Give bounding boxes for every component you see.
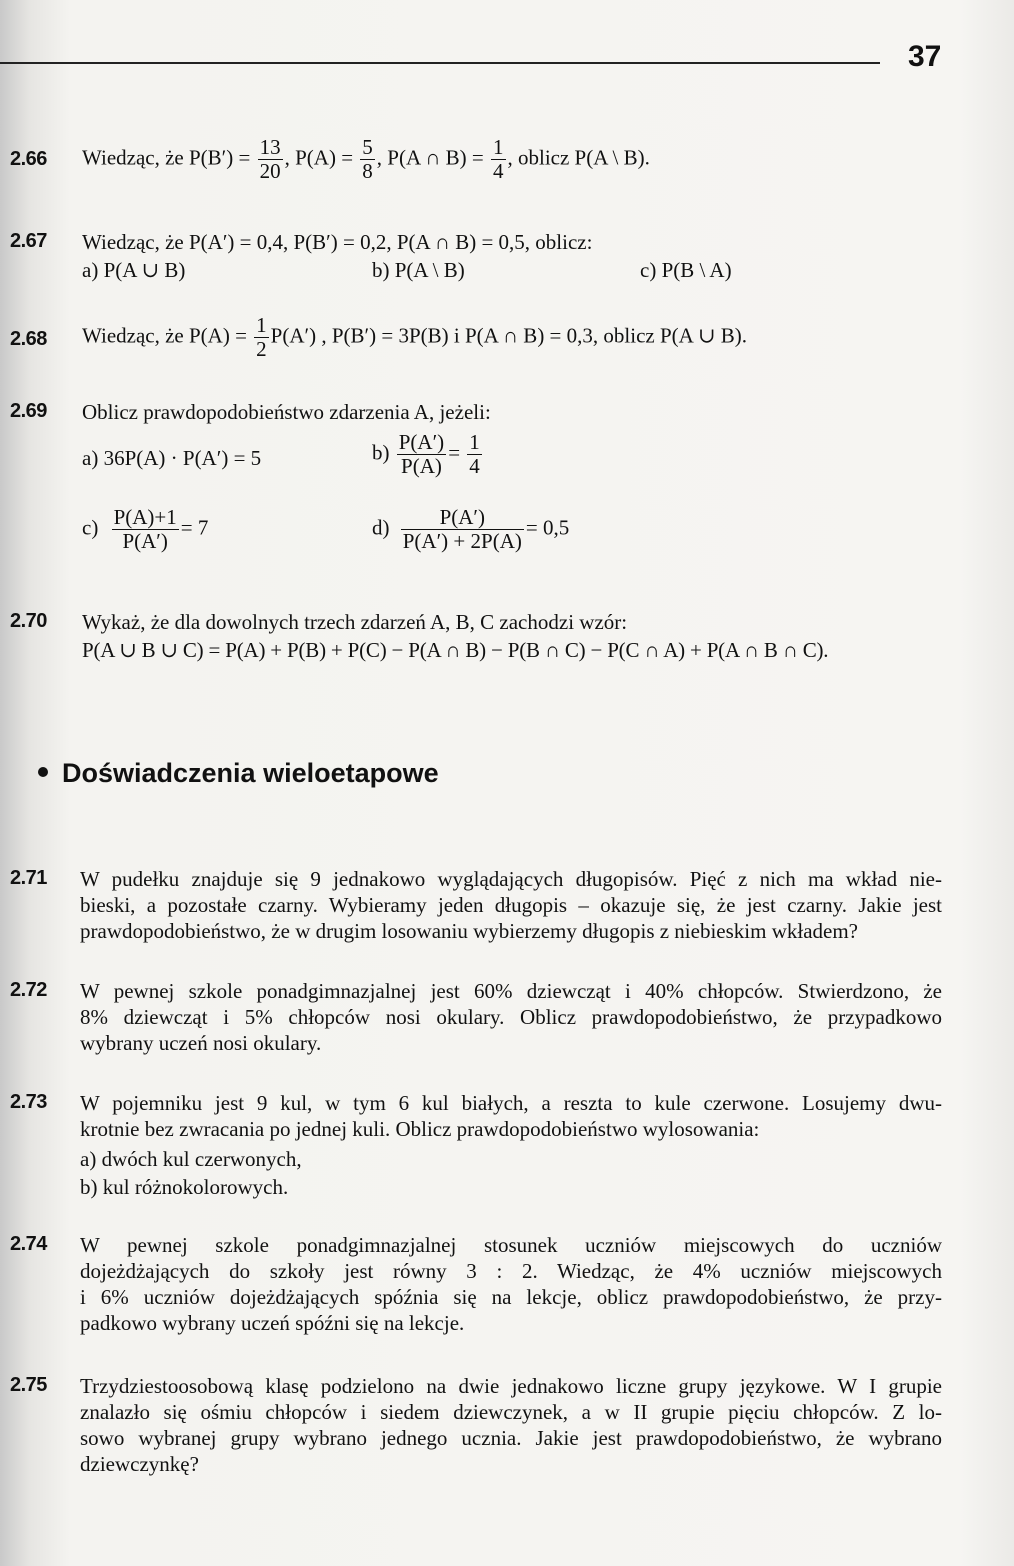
problem-2-71	[80, 866, 942, 944]
problem-number-2-74: 2.74	[10, 1233, 47, 1255]
fraction-denominator: 20	[259, 159, 281, 183]
fraction-numerator: P(A)+1	[113, 505, 177, 529]
text-line: znalazło się ośmiu chłopców i siedem dziewczynek, a w II grupie pięciu chłopców. Z lo-	[80, 1400, 942, 1424]
fraction-pa-prime-over-sum	[401, 506, 524, 553]
fraction-numerator: P(A′)	[439, 505, 486, 529]
problem-2-69-a: a) 36P(A) · P(A′) = 5	[82, 446, 262, 470]
problem-2-69-d-label: d)	[372, 515, 390, 540]
fraction-numerator: 5	[362, 135, 373, 159]
problem-number-2-71: 2.71	[10, 867, 47, 889]
section-heading	[38, 758, 439, 789]
problem-number-2-69: 2.69	[10, 400, 47, 422]
problem-2-73-a: a) dwóch kul czerwonych,	[80, 1147, 302, 1171]
problem-2-67-a: a) P(A ∪ B)	[82, 258, 186, 282]
fraction-pa-plus-1-over-pa-prime	[112, 506, 179, 553]
fraction-denominator: P(A′)	[112, 529, 179, 553]
problem-2-75	[80, 1373, 942, 1477]
text-line: krotnie bez zwracania po jednej kuli. Oblicz prawdopodobieństwo wylosowania:	[80, 1117, 760, 1141]
problem-2-66-mid2: , P(A ∩ B) =	[376, 145, 484, 170]
fraction-1-2	[254, 314, 269, 361]
text-line: padkowo wybrany uczeń spóźni się na lekcje.	[80, 1311, 465, 1335]
fraction-numerator: P(A′)	[398, 430, 445, 454]
bullet-icon	[38, 767, 48, 777]
problem-2-69-text: Oblicz prawdopodobieństwo zdarzenia A, jeżeli:	[82, 400, 491, 424]
problem-number-2-75: 2.75	[10, 1374, 47, 1396]
fraction-denominator: P(A)	[397, 454, 446, 478]
problem-2-66	[82, 136, 650, 183]
fraction-numerator: 1	[256, 313, 267, 337]
text-line: Trzydziestoosobową klasę podzielono na dwie jednakowo liczne grupy językowe. W I grupie	[80, 1374, 942, 1398]
fraction-numerator: 1	[493, 135, 504, 159]
problem-2-69-c-eq: = 7	[180, 515, 209, 540]
fraction-5-8	[360, 136, 375, 183]
fraction-numerator: 13	[259, 135, 281, 159]
problem-2-68-suffix: P(A′) , P(B′) = 3P(B) i P(A ∩ B) = 0,3, oblicz P(A ∪ B).	[270, 323, 747, 348]
problem-number-2-73: 2.73	[10, 1091, 47, 1113]
fraction-1-4	[467, 431, 482, 478]
fraction-13-20	[258, 136, 283, 183]
problem-2-69-b-label: b)	[372, 440, 390, 465]
text-line: W pewnej szkole ponadgimnazjalnej jest 60% dziewcząt i 40% chłopców. Stwierdzono, że	[80, 979, 942, 1003]
problem-2-70-formula: P(A ∪ B ∪ C) = P(A) + P(B) + P(C) − P(A ∩ B) − P(B ∩ C) − P(C ∩ A) + P(A ∩ B ∩ C).	[82, 638, 829, 662]
problem-2-68	[82, 314, 747, 361]
problem-2-69-c-label: c)	[82, 515, 99, 540]
problem-number-2-68: 2.68	[10, 328, 47, 350]
problem-2-67-c: c) P(B \ A)	[640, 258, 732, 282]
problem-2-67-text: Wiedząc, że P(A′) = 0,4, P(B′) = 0,2, P(A ∩ B) = 0,5, oblicz:	[82, 230, 593, 254]
section-title: Doświadczenia wieloetapowe	[62, 758, 439, 788]
fraction-denominator: P(A′) + 2P(A)	[402, 529, 522, 553]
text-line: prawdopodobieństwo, że w drugim losowaniu wybierzemy długopis z niebieskim wkładem?	[80, 919, 859, 943]
problem-2-72	[80, 978, 942, 1056]
problem-number-2-70: 2.70	[10, 610, 47, 632]
fraction-pa-prime-over-pa	[397, 431, 446, 478]
problem-2-69-d-eq: = 0,5	[525, 515, 570, 540]
text-line: 8% dziewcząt i 5% chłopców nosi okulary. Oblicz prawdopodobieństwo, że przypadkowo	[80, 1005, 942, 1029]
text-line: W pewnej szkole ponadgimnazjalnej stosunek uczniów miejscowych do uczniów	[80, 1233, 942, 1257]
problem-2-66-prefix: Wiedząc, że P(B′) =	[82, 145, 251, 170]
text-line: dojeżdżających do szkoły jest równy 3 : 2. Wiedząc, że 4% uczniów miejscowych	[80, 1259, 942, 1283]
problem-2-69-b	[372, 431, 484, 478]
text-line: W pudełku znajduje się 9 jednakowo wyglądających długopisów. Pięć z nich ma wkład nie-	[80, 867, 942, 891]
problem-number-2-72: 2.72	[10, 979, 47, 1001]
problem-2-66-mid1: , P(A) =	[284, 145, 354, 170]
problem-2-66-suffix: , oblicz P(A \ B).	[507, 145, 650, 170]
problem-number-2-67: 2.67	[10, 230, 47, 252]
text-line: dziewczynkę?	[80, 1452, 199, 1476]
page-number: 37	[908, 40, 942, 73]
problem-2-69-d	[372, 506, 569, 553]
fraction-denominator: 4	[469, 454, 480, 478]
problem-2-68-prefix: Wiedząc, że P(A) =	[82, 323, 247, 348]
equals-sign: =	[448, 440, 461, 465]
fraction-denominator: 2	[256, 337, 267, 361]
text-line: i 6% uczniów dojeżdżających spóźnia się na lekcje, oblicz prawdopodobieństwo, że przy-	[80, 1285, 942, 1309]
problem-2-73	[80, 1090, 942, 1142]
problem-2-67-b: b) P(A \ B)	[372, 258, 465, 282]
problem-2-74	[80, 1232, 942, 1336]
problem-number-2-66: 2.66	[10, 148, 47, 170]
text-line: bieski, a pozostałe czarny. Wybieramy jeden długopis – okazuje się, że jest czarny. Jakie jest	[80, 893, 942, 917]
header-rule	[0, 62, 880, 64]
problem-2-69-c	[82, 506, 208, 553]
text-line: sowo wybranej grupy wybrano jednego ucznia. Jakie jest prawdopodobieństwo, że wybrano	[80, 1426, 942, 1450]
problem-2-73-b: b) kul różnokolorowych.	[80, 1175, 289, 1199]
fraction-numerator: 1	[469, 430, 480, 454]
fraction-1-4	[491, 136, 506, 183]
problem-2-70-line1: Wykaż, że dla dowolnych trzech zdarzeń A, B, C zachodzi wzór:	[82, 610, 628, 634]
text-line: wybrany uczeń nosi okulary.	[80, 1031, 322, 1055]
fraction-denominator: 4	[493, 159, 504, 183]
fraction-denominator: 8	[362, 159, 373, 183]
text-line: W pojemniku jest 9 kul, w tym 6 kul białych, a reszta to kule czerwone. Losujemy dwu-	[80, 1091, 942, 1115]
